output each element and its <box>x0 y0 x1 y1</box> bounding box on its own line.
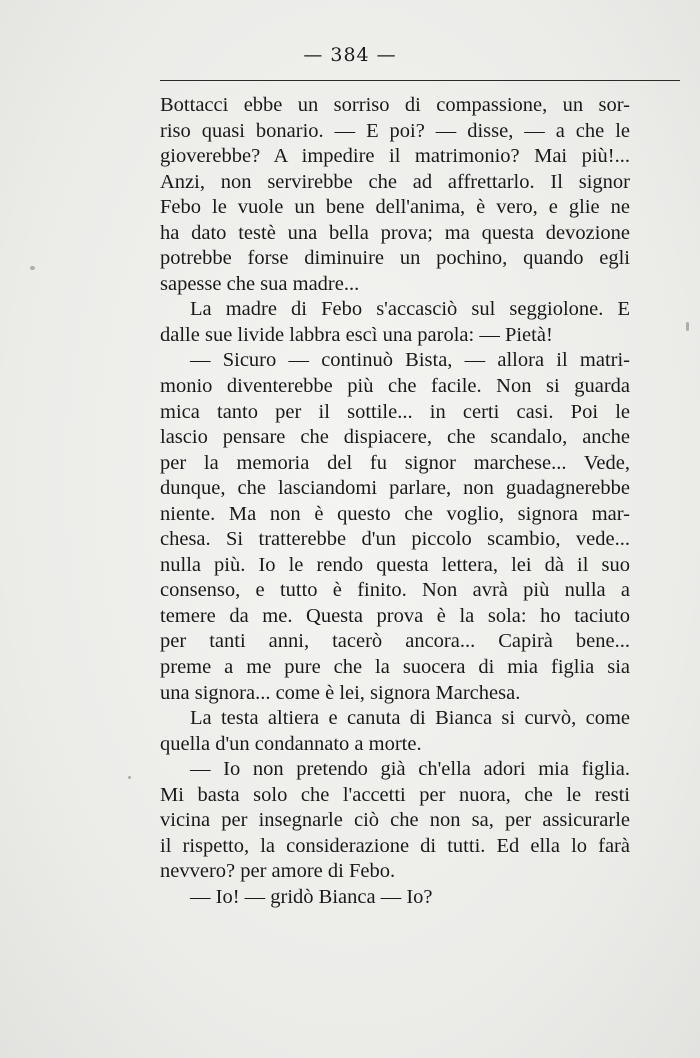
text-line: La testa altiera e canuta di Bianca si curvò, come <box>190 707 630 730</box>
text-line: preme a me pure che la suocera di mia figlia sia <box>160 656 630 679</box>
text-line: Anzi, non servirebbe che ad affrettarlo. Il signor <box>160 170 630 193</box>
text-line: nevvero? per amore di Febo. <box>160 860 396 883</box>
text-line: ha dato testè una bella prova; ma questa devozione <box>160 221 630 244</box>
text-line: Mi basta solo che l'accetti per nuora, che le resti <box>160 783 630 806</box>
text-line: riso quasi bonario. — E poi? — disse, — a che le <box>160 119 630 142</box>
text-line: una signora... come è lei, signora Marchesa. <box>160 681 521 704</box>
text-line: La madre di Febo s'accasciò sul seggiolone. E <box>190 298 630 321</box>
page-number: — 384 — <box>303 44 397 66</box>
text-line: — Io! — gridò Bianca — Io? <box>190 885 433 908</box>
text-line: sapesse che sua madre... <box>160 272 360 295</box>
text-line: per tanti anni, tacerò ancora... Capirà bene... <box>160 630 630 653</box>
text-line: consenso, e tutto è finito. Non avrà più nulla a <box>160 579 630 602</box>
text-line: dunque, che lasciandomi parlare, non guadagnerebbe <box>160 477 630 500</box>
paper-speck <box>30 266 35 270</box>
text-line: Bottacci ebbe un sorriso di compassione, un sor- <box>160 94 630 116</box>
text-line: vicina per insegnarle ciò che non sa, per assicurarle <box>160 809 630 832</box>
header-rule <box>160 80 680 81</box>
text-line: il rispetto, la considerazione di tutti. Ed ella lo farà <box>160 834 630 857</box>
text-line: Febo le vuole un bene dell'anima, è vero, e glie ne <box>160 196 630 219</box>
text-line: per la memoria del fu signor marchese... Vede, <box>160 451 630 474</box>
text-line: monio diventerebbe più che facile. Non si guarda <box>160 375 630 398</box>
body-text <box>160 93 630 911</box>
text-line: — Sicuro — continuò Bista, — allora il matri- <box>190 349 630 372</box>
text-line: potrebbe forse diminuire un pochino, quando egli <box>160 247 630 270</box>
text-line: dalle sue livide labbra escì una parola: — Pietà! <box>160 323 553 346</box>
text-line: niente. Ma non è questo che voglio, signora mar- <box>160 502 630 525</box>
text-line: chesa. Si tratterebbe d'un piccolo scambio, vede... <box>160 528 630 551</box>
text-line: quella d'un condannato a morte. <box>160 732 422 755</box>
paper-speck <box>128 776 131 779</box>
paper-speck <box>686 322 689 331</box>
text-line: gioverebbe? A impedire il matrimonio? Mai più!... <box>160 145 630 168</box>
text-line: nulla più. Io le rendo questa lettera, lei dà il suo <box>160 553 630 576</box>
text-line: — Io non pretendo già ch'ella adori mia figlia. <box>190 758 630 781</box>
text-line: mica tanto per il sottile... in certi casi. Poi le <box>160 400 630 423</box>
text-line: lascio pensare che dispiacere, che scandalo, anche <box>160 426 630 449</box>
text-line: temere da me. Questa prova è la sola: ho taciuto <box>160 604 630 627</box>
